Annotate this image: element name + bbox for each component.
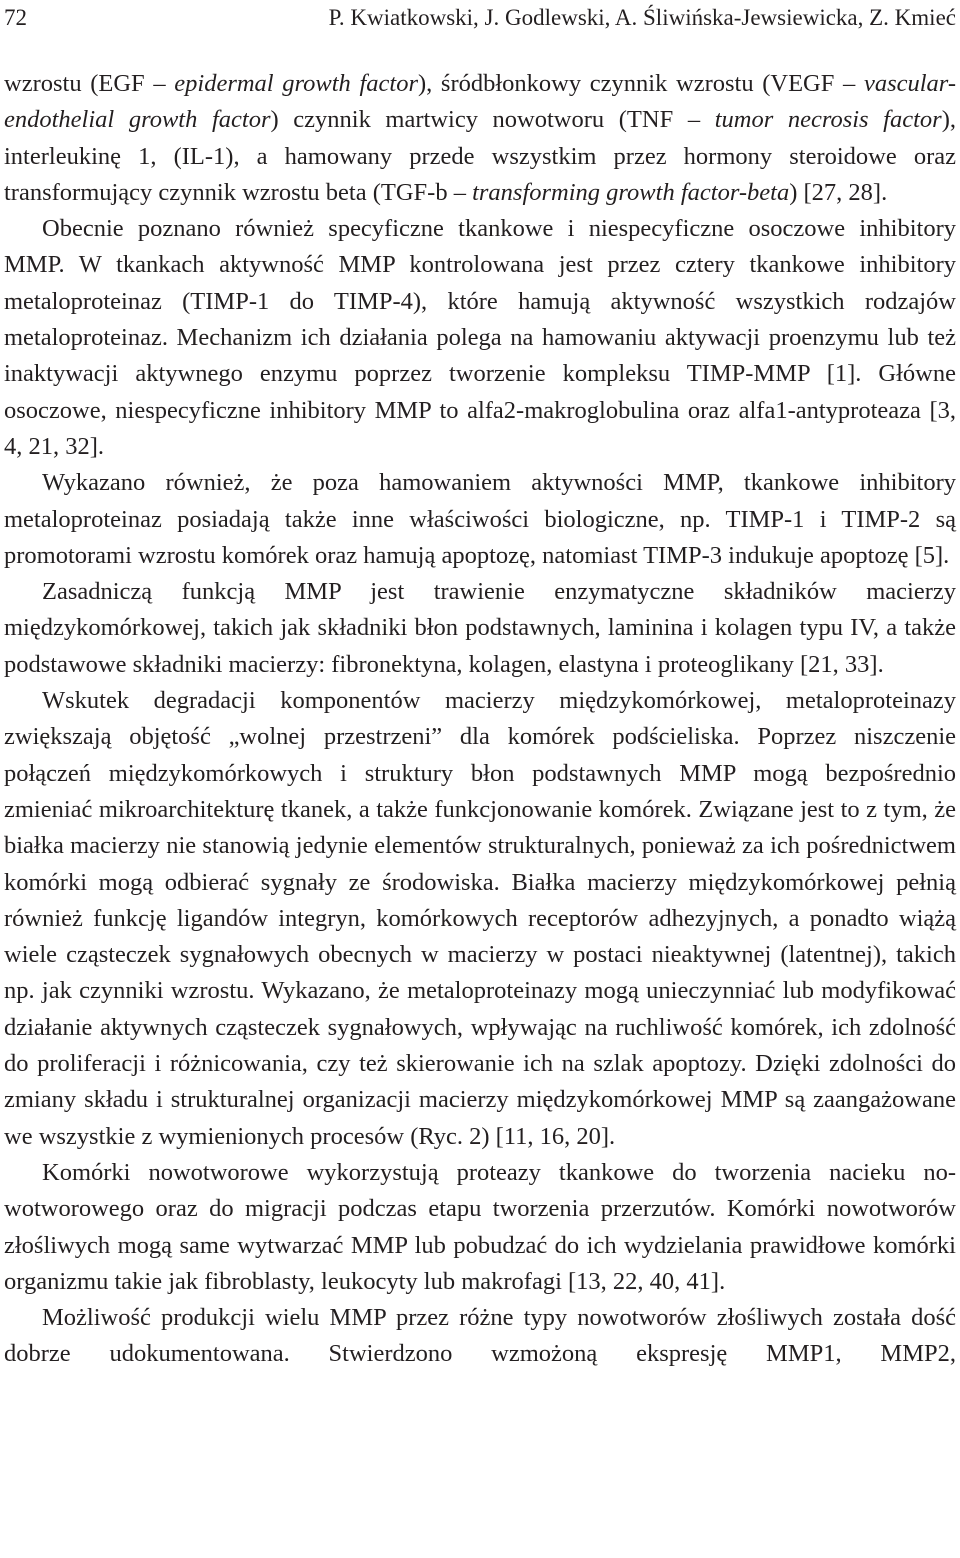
text-run: ), śródbłonkowy czynnik wzrostu (VEGF – — [417, 70, 864, 97]
text-run: Komórki nowotworowe wykorzystują proteazy tkankowe do tworzenia nacieku nowotworowego oraz do migracji podczas etapu tworzenia przerzutów. Komórki nowotworów złośliwych mogą same wytwarzać MMP lub pobudzać do ich wydzielania prawidłowe komórki organizmu takie jak fibroblasty, leukocyty lub makrofagi [13, 22, 40, 41]. — [4, 1158, 956, 1295]
body-paragraph — [4, 211, 956, 465]
document-page — [4, 0, 956, 1558]
body-paragraph — [4, 66, 956, 211]
running-header — [4, 4, 956, 32]
text-run: Obecnie poznano również specyficzne tkankowe i niespecyficzne osoczowe inhibitory MMP. W tkankach aktywność MMP kontrolowana jest przez cztery tkankowe inhibitory metaloproteinaz (TIMP-1 do TIMP-4), które hamują aktywność wszystkich rodzajów metaloproteinaz. Mechanizm ich działania polega na hamowaniu aktywacji proenzymu lub też inaktywacji aktywnego enzymu poprzez tworzenie kompleksu TIMP-MMP [1]. Główne osoczowe, niespecyficzne inhibitory MMP to alfa2-makroglobulina oraz alfa1-antyproteaza [3, 4, 21, 32]. — [4, 215, 956, 460]
body-paragraph — [4, 683, 956, 1155]
text-run: ), interleukinę 1, (IL-1), a hamowany przede wszystkim przez hormony steroidowe oraz transformujący czynnik wzrostu beta (TGF-b – — [4, 106, 957, 206]
italic-term: vascular-endothelial growth factor — [4, 70, 956, 134]
text-run: Zasadniczą funkcją MMP jest trawienie enzymatyczne składników macierzy międzykomórkowej, takich jak składniki błon podstawnych, laminina i kolagen typu IV, a także podstawowe składniki macierzy: fibronektyna, kolagen, elastyna i proteoglikany [21, 33]. — [4, 578, 956, 678]
body-text — [4, 66, 956, 1373]
text-run: ) [27, 28]. — [789, 178, 888, 206]
text-run: Możliwość produkcji wielu MMP przez różne typy nowotworów złośliwych została dość dobrze udokumentowana. Stwierdzono wzmożoną ekspresję MMP1, MMP2, — [4, 1304, 956, 1368]
body-paragraph — [4, 574, 956, 683]
running-header-authors: P. Kwiatkowski, J. Godlewski, A. Śliwińska-Jewsiewicka, Z. Kmieć — [328, 5, 956, 30]
page-number: 72 — [4, 5, 27, 30]
italic-term: transforming growth factor-beta — [472, 178, 790, 206]
italic-term: tumor necrosis factor — [714, 106, 942, 134]
text-run: ) czynnik martwicy nowotworu (TNF – — [270, 106, 715, 134]
text-run: Wykazano również, że poza hamowaniem aktywności MMP, tkankowe inhibitory metaloproteinaz posiadają także inne właściwości biologiczne, np. TIMP-1 i TIMP-2 są promotorami wzrostu komórek oraz hamują apoptozę, natomiast TIMP-3 indukuje apoptozę [5]. — [4, 469, 956, 569]
body-paragraph — [4, 1155, 956, 1300]
text-run: Wskutek degradacji komponentów macierzy międzykomórkowej, metaloproteinazy zwiększają objętość „wolnej przestrzeni” dla komórek podścieliska. Poprzez niszczenie połączeń międzykomórkowych i struktury błon podstawnych MMP mogą bezpośrednio zmieniać mikroarchitekturę tkanek, a także funkcjonowanie komórek. Związane jest to z tym, że białka macierzy nie stanowią jedynie elementów strukturalnych, ponieważ za ich pośrednictwem komórki mogą odbierać sygnały ze środowiska. Białka macierzy międzykomórkowej pełnią również funkcję ligandów integryn, komórkowych receptorów adhezyjnych, a ponadto wiążą wiele cząsteczek sygnałowych obecnych w macierzy w postaci nieaktywnej (latentnej), takich np. jak czynniki wzrostu. Wykazano, że metaloproteinazy mogą unieczynniać lub modyfikować działanie aktywnych cząsteczek sygnałowych, wpływając na ruchliwość komórek, ich zdolność do proliferacji i różnicowania, czy też skierowanie ich na szlak apoptozy. Dzięki zdolności do zmiany składu i strukturalnej organizacji macierzy międzykomórkowej MMP są zaangażowane we wszystkie z wymienionych procesów (Ryc. 2) [11, 16, 20]. — [4, 687, 956, 1150]
italic-term: epidermal growth factor — [174, 70, 418, 97]
body-paragraph — [4, 1300, 956, 1373]
body-paragraph — [4, 465, 956, 574]
text-run: wzrostu (EGF – — [4, 70, 175, 97]
